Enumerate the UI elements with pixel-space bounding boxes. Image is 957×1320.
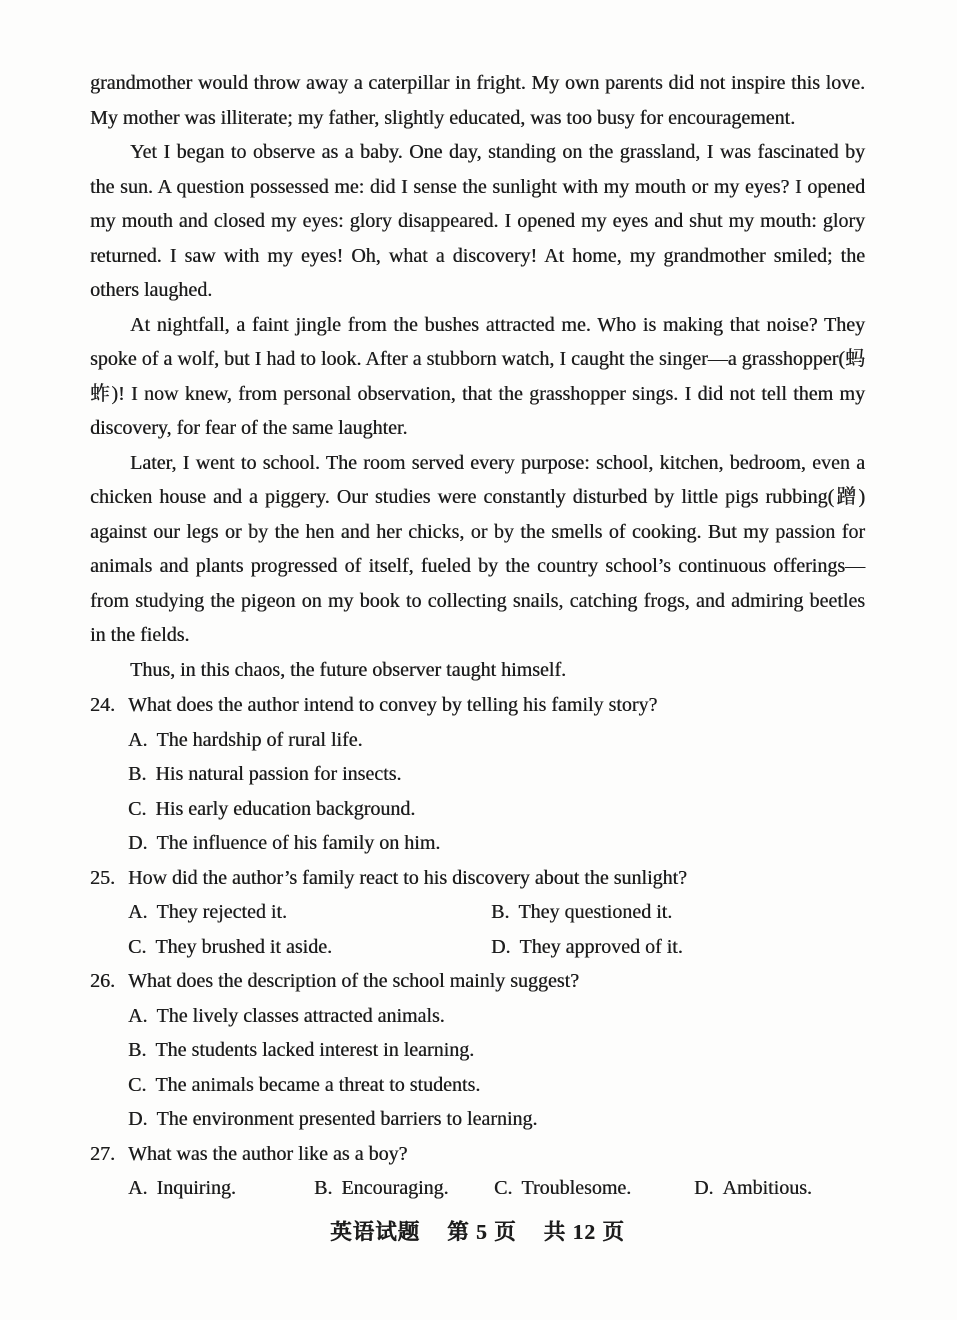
option-label: B.	[491, 901, 510, 923]
option-label: A.	[128, 1177, 148, 1199]
option-text: His early education background.	[155, 797, 416, 820]
option-text: They rejected it.	[156, 901, 287, 923]
question-27-number: 27.	[90, 1142, 115, 1165]
option-text: The animals became a threat to students.	[155, 1073, 481, 1096]
option-label: C.	[494, 1177, 513, 1199]
option-25-d	[491, 930, 865, 965]
question-26-stem	[90, 964, 865, 999]
option-label: B.	[128, 763, 147, 785]
option-text: His natural passion for insects.	[155, 763, 402, 785]
option-26-c	[128, 1068, 865, 1103]
option-27-c	[494, 1171, 694, 1206]
page-footer	[90, 1215, 865, 1249]
passage-paragraph-4: Later, I went to school. The room served every purpose: school, kitchen, bedroom, even a chicken house and a piggery. Our studies were constantly disturbed by little pigs rubbing(蹭) against our legs or by the hen and her chicks, or by the smells of cooking. But my passion for animals and plants progressed of itself, fueled by the country school’s continuous offerings—from studying the pigeon on my book to collecting snails, catching frogs, and admiring beetles in the fields.	[90, 451, 865, 646]
footer-page-number: 第 5 页	[447, 1219, 517, 1244]
option-text: The hardship of rural life.	[156, 728, 363, 751]
option-25-c	[128, 930, 491, 965]
option-text: Encouraging.	[341, 1177, 449, 1199]
option-label: A.	[128, 728, 148, 751]
passage-paragraph-5: Thus, in this chaos, the future observer taught himself.	[130, 658, 567, 681]
passage-paragraph-1: grandmother would throw away a caterpillar in fright. My own parents did not inspire this love. My mother was illiterate; my father, slightly educated, was too busy for encouragement.	[90, 72, 865, 129]
option-label: B.	[314, 1177, 333, 1199]
option-27-d	[694, 1171, 865, 1206]
question-26	[90, 964, 865, 1137]
footer-total-pages: 共 12 页	[543, 1219, 625, 1244]
option-label: C.	[128, 797, 147, 820]
option-26-b	[128, 1033, 865, 1068]
option-25-b	[491, 895, 865, 930]
question-26-options	[90, 999, 865, 1137]
option-text: They approved of it.	[519, 935, 683, 958]
question-25-text: How did the author’s family react to his discovery about the sunlight?	[128, 866, 687, 889]
option-text: Ambitious.	[722, 1177, 812, 1199]
option-text: Troublesome.	[521, 1177, 632, 1199]
question-25-options	[90, 895, 865, 964]
question-26-number: 26.	[90, 970, 115, 992]
reading-passage	[90, 66, 865, 687]
option-24-d	[128, 826, 865, 861]
option-label: C.	[128, 1073, 147, 1096]
passage-paragraph-3: At nightfall, a faint jingle from the bushes attracted me. Who is making that noise? They spoke of a wolf, but I had to look. After a stubborn watch, I caught the singer—a grasshopper(蚂蚱)! I now knew, from personal observation, that the grasshopper sings. I did not tell them my discovery, for fear of the same laughter.	[90, 313, 865, 439]
option-24-a	[128, 723, 865, 758]
option-text: Inquiring.	[156, 1177, 236, 1199]
option-label: D.	[128, 1108, 148, 1130]
question-24-options	[90, 723, 865, 861]
question-25	[90, 861, 865, 965]
question-27-text: What was the author like as a boy?	[128, 1142, 408, 1165]
option-text: The students lacked interest in learning.	[155, 1039, 475, 1061]
question-list	[90, 688, 865, 1206]
option-25-a	[128, 895, 491, 930]
question-26-text: What does the description of the school mainly suggest?	[128, 970, 580, 992]
question-24-stem	[90, 688, 865, 723]
question-27-options	[90, 1171, 865, 1206]
question-25-stem	[90, 861, 865, 896]
option-27-b	[314, 1171, 494, 1206]
option-label: B.	[128, 1039, 147, 1061]
question-24-number: 24.	[90, 694, 115, 716]
option-24-c	[128, 792, 865, 827]
option-label: D.	[491, 935, 511, 958]
option-text: They brushed it aside.	[155, 935, 332, 958]
option-27-a	[128, 1171, 314, 1206]
option-24-b	[128, 757, 865, 792]
option-label: A.	[128, 1004, 148, 1027]
option-text: The environment presented barriers to learning.	[156, 1108, 538, 1130]
option-label: A.	[128, 901, 148, 923]
option-text: The lively classes attracted animals.	[156, 1004, 445, 1027]
question-27	[90, 1137, 865, 1206]
question-24	[90, 688, 865, 861]
option-26-d	[128, 1102, 865, 1137]
option-label: D.	[694, 1177, 714, 1199]
footer-doc-title: 英语试题	[330, 1219, 421, 1244]
question-25-number: 25.	[90, 866, 115, 889]
option-text: They questioned it.	[518, 901, 673, 923]
question-24-text: What does the author intend to convey by telling his family story?	[128, 694, 658, 716]
option-label: D.	[128, 832, 148, 854]
option-label: C.	[128, 935, 147, 958]
question-27-stem	[90, 1137, 865, 1172]
option-26-a	[128, 999, 865, 1034]
passage-paragraph-2: Yet I began to observe as a baby. One day, standing on the grassland, I was fascinated by the sun. A question possessed me: did I sense the sunlight with my mouth or my eyes? I opened my mouth and closed my eyes: glory disappeared. I opened my eyes and shut my mouth: glory returned. I saw with my eyes! Oh, what a discovery! At home, my grandmother smiled; the others laughed.	[90, 141, 865, 301]
option-text: The influence of his family on him.	[156, 832, 441, 854]
